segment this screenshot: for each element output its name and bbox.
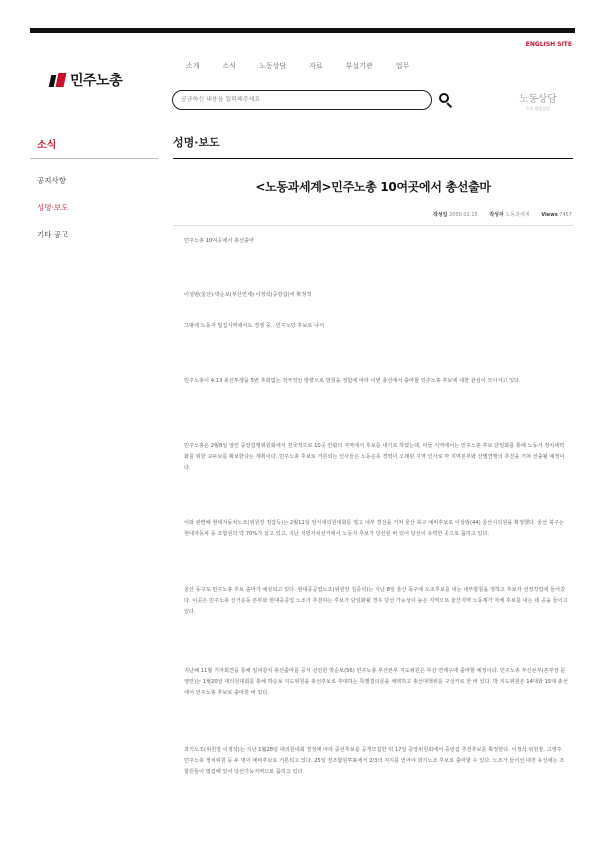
gnb-item-services[interactable]: 업무 (395, 62, 410, 70)
article-paragraph: 과기노조(위원장 이정석)는 지난 1월28일 대의원대회 결정에 따라 중선후보를 공개모집한 뒤 17일 중앙위원회에서 중랑갑 추천후보를 확정한다. 이정석 위원장, 고영주 민주노총 정치위원 등 두 명이 예비후보로 거론되고 있다. 25일 전조합원투표에서 2/3의 지지를 얻어야 과기노조 후보로 출마할 수 있다. 노조가 들어선 대전 유성에는 조합원들이 밀집해 있어 당선가능지역으로 꼽히고 있다. (184, 747, 565, 775)
page-title: 성명·보도 (173, 136, 220, 149)
english-site-link[interactable]: ENGLISH SITE (525, 41, 572, 48)
article-paragraph: 이성범(울산)·박순보(부산연제)·이정석(중랑갑)씨 확정적 (184, 292, 312, 298)
sidebar-item-statements[interactable]: 성명·보도 (37, 203, 69, 212)
sidebar-nav (37, 175, 68, 256)
logo-text: 민주노총 (70, 73, 123, 89)
gnb-item-news[interactable]: 소식 (222, 62, 237, 70)
page-title-divider (173, 158, 573, 159)
date-value: 2000.02.15 (449, 212, 478, 218)
search-box (172, 90, 432, 110)
article-paragraph: 민주노총이 4.13 총선투쟁을 5번 후회없는 적극적인 방향으로 방침을 정함에 따라 이번 총선에서 출마할 민주노총 후보에 대한 관심이 모아지고 있다. (184, 378, 521, 384)
sidebar-title: 소식 (37, 140, 57, 151)
search-icon[interactable] (438, 92, 454, 108)
author-label: 작성자 (489, 212, 504, 218)
gnb-item-labor-consult[interactable]: 노동상담 (259, 62, 287, 70)
article-paragraph: 민주노총은 2월8일 열린 중앙집행위원회에서 전국적으로 10곳 안팎의 지역에서 후보를 내기로 하였는데, 이들 지역에서는 민주노총 후보 단일화를 통해 노동자 정치세력화를 위한 교두보를 확보한다는 계획이다. 민주노총 후보로 거론되는 인사들은 노동운동 경력이 오래된 지역 인사로 각 지역본부와 산별연맹의 추천을 거쳐 선출될 예정이다. (184, 443, 565, 471)
author-value: 노동과세계 (505, 212, 530, 218)
sidebar-item-notices[interactable]: 공지사항 (37, 176, 66, 185)
labor-consult-button[interactable] (519, 90, 556, 112)
meta-divider (173, 225, 573, 226)
sidebar-divider (30, 158, 158, 159)
views-label: Views (541, 212, 558, 218)
top-black-bar (30, 28, 575, 33)
article-paragraph: 울산 동구도 민주노총 후보 출마가 예상되고 있다. 현대중공업노조(위원장 김종석)는 지난 8일 울산 동구에 노조후보를 내는 내부방침을 정하고 후보자 선정작업에 들어갔다. 이곳은 민주노총 선거운동 본부와 현대중공업 노조가 추천하는 후보가 단일화될 경우 당선 가능성이 높은 지역으로 울산지역 노동계가 자체 후보를 내는 데 공을 들이고 있다. (184, 587, 568, 615)
global-nav (186, 61, 432, 71)
search-input[interactable] (181, 96, 421, 103)
article-title: <노동과세계>민주노총 10여곳에서 총선출마 (255, 180, 491, 194)
consult-sublabel: 무료 법률상담 (525, 106, 550, 111)
consult-label: 노동상담 (519, 94, 557, 105)
article-paragraph: 그밖에 노동자 밀집지역에서도 경쟁 중...민주노당 후보로 나서 (184, 323, 325, 329)
article-meta (433, 211, 572, 218)
gnb-item-resources[interactable]: 자료 (309, 62, 323, 70)
article-paragraph: 민주노총 10여곳에서 총선출마 (184, 238, 255, 244)
logo-mark-icon (50, 73, 66, 87)
views-value: 7457 (559, 212, 572, 218)
date-label: 작성일 (433, 212, 448, 218)
sidebar-item-other-notices[interactable]: 기타 공고 (37, 230, 69, 239)
article-paragraph: 이와 관련해 현대자동차노조(위원장 정갑득)는 2월11일 임시대의원대회를 열고 내부 경선을 거쳐 울산 북구 예비후보로 이상범(44) 울산시의원을 확정했다. 울산 북구는 현대자동차 등 조합원의 약 70%가 살고 있고, 지난 지방자치선거에서 노동자 후보가 당선된 바 있어 당선이 유력한 곳으로 꼽히고 있다. (184, 520, 565, 537)
article-paragraph: 지난해 11월 기자회견을 통해 일찌감치 총선출마를 공식 선언한 박순보(56) 민주노총 부산본부 지도위원은 부산 연제구에 출마할 예정이다. 민주노총 부산본부(본부장 문영만)는 1월20일 대의원대회를 통해 박순보 지도위원을 총선후보로 추대하는 특별결의문을 채택하고 총선대책위를 구성키로 한 바 있다. 박 지도위원은 14대와 15대 총선에서 민주노총 후보로 출마한 바 있다. (184, 668, 568, 696)
gnb-item-about[interactable]: 소개 (186, 62, 200, 70)
gnb-item-affiliates[interactable]: 부설기관 (345, 62, 373, 70)
site-logo[interactable] (50, 70, 122, 90)
